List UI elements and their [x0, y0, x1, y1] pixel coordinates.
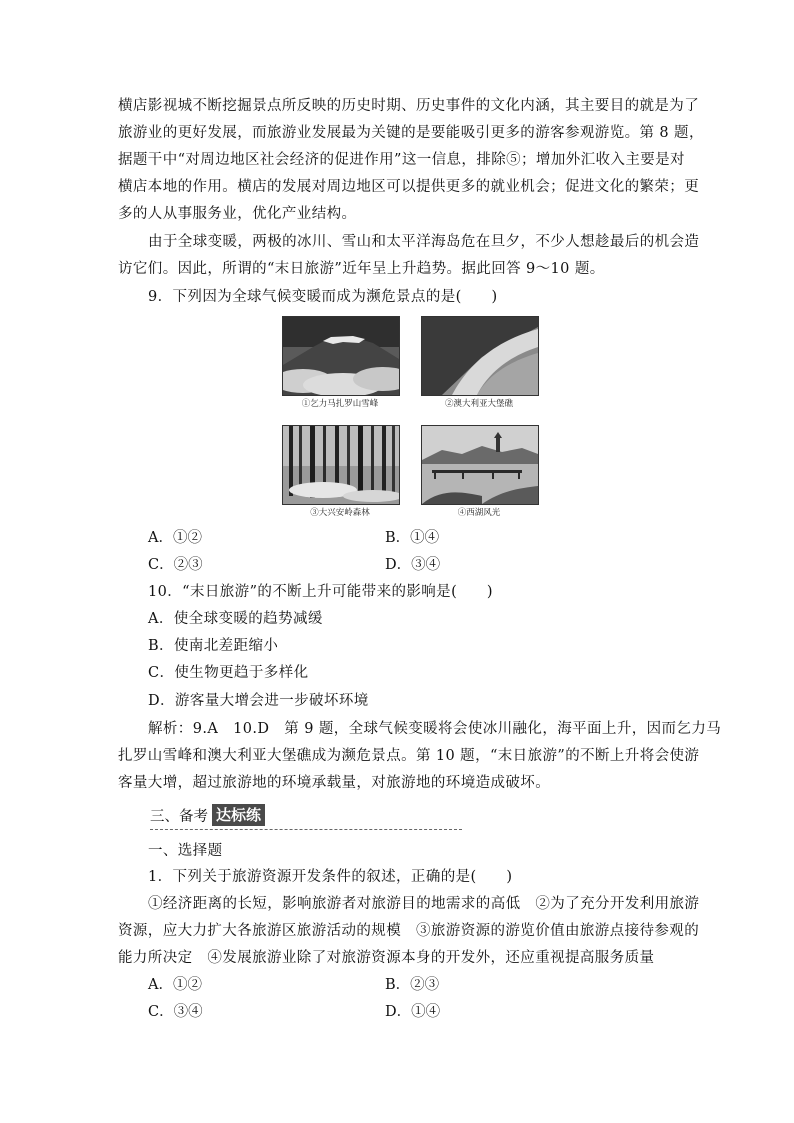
q9-option-b: B．①④ — [385, 530, 440, 546]
subheading: 一、选择题 — [148, 843, 223, 859]
section-divider — [150, 829, 462, 830]
caption-kilimanjaro: ①乞力马扎罗山雪峰 — [301, 399, 379, 409]
q9-option-d: D．③④ — [385, 557, 441, 573]
section-heading — [150, 803, 265, 827]
q1-body-line: 资源，应大力扩大各旅游区旅游活动的规模 ③旅游资源的游览价值由旅游点接待参观的 — [118, 923, 700, 939]
text-line: 旅游业的更好发展，而旅游业发展最为关键的是要能吸引更多的游客参观游览。第 8 题， — [118, 125, 704, 141]
section-prefix: 三、备考 — [150, 808, 208, 825]
text-line: 横店本地的作用。横店的发展对周边地区可以提供更多的就业机会；促进文化的繁荣；更 — [118, 179, 700, 195]
text-line: 访它们。因此，所谓的“末日旅游”近年呈上升趋势。据此回答 9～10 题。 — [118, 261, 605, 277]
text-line: 据题干中“对周边地区社会经济的促进作用”这一信息，排除⑤；增加外汇收入主要是对 — [118, 152, 685, 168]
caption-daxinganling-forest: ③大兴安岭森林 — [310, 508, 370, 518]
q1-body-line: ①经济距离的长短，影响旅游者对旅游目的地需求的高低 ②为了充分开发利用旅游 — [148, 896, 700, 912]
caption-great-barrier-reef: ②澳大利亚大堡礁 — [444, 399, 513, 409]
caption-west-lake: ④西湖风光 — [457, 508, 501, 518]
question-9-stem: 9．下列因为全球气候变暖而成为濒危景点的是( ) — [148, 289, 498, 305]
analysis-line: 解析：9.A 10.D 第 9 题，全球气候变暖将会使冰川融化，海平面上升，因而乞力马 — [148, 721, 722, 737]
text-line: 由于全球变暖，两极的冰川、雪山和太平洋海岛危在旦夕，不少人想趁最后的机会造 — [148, 234, 700, 250]
q9-option-a: A．①② — [148, 530, 202, 546]
q10-option-b: B．使南北差距缩小 — [148, 638, 279, 654]
analysis-line: 扎罗山雪峰和澳大利亚大堡礁成为濒危景点。第 10 题，“末日旅游”的不断上升将会使游 — [118, 748, 700, 764]
daxinganling-forest-photo — [282, 425, 400, 505]
q1-option-b: B．②③ — [385, 977, 440, 993]
section-highlight: 达标练 — [212, 804, 265, 826]
kilimanjaro-photo — [282, 316, 400, 396]
great-barrier-reef-photo — [421, 316, 539, 396]
q1-option-a: A．①② — [148, 977, 202, 993]
q10-option-c: C．使生物更趋于多样化 — [148, 665, 309, 681]
question-1-stem: 1．下列关于旅游资源开发条件的叙述，正确的是( ) — [148, 869, 513, 885]
q1-option-c: C．③④ — [148, 1004, 203, 1020]
q10-option-a: A．使全球变暖的趋势减缓 — [148, 611, 323, 627]
west-lake-photo — [421, 425, 539, 505]
text-line: 多的人从事服务业，优化产业结构。 — [118, 206, 357, 222]
q9-option-c: C．②③ — [148, 557, 203, 573]
q1-option-d: D．①④ — [385, 1004, 441, 1020]
analysis-line: 客量大增，超过旅游地的环境承载量，对旅游地的环境造成破坏。 — [118, 775, 551, 791]
q10-option-d: D．游客量大增会进一步破坏环境 — [148, 693, 369, 709]
text-line: 横店影视城不断挖掘景点所反映的历史时期、历史事件的文化内涵，其主要目的就是为了 — [118, 98, 700, 114]
question-10-stem: 10．“末日旅游”的不断上升可能带来的影响是( ) — [148, 584, 493, 600]
q1-body-line: 能力所决定 ④发展旅游业除了对旅游资源本身的开发外，还应重视提高服务质量 — [118, 950, 655, 966]
